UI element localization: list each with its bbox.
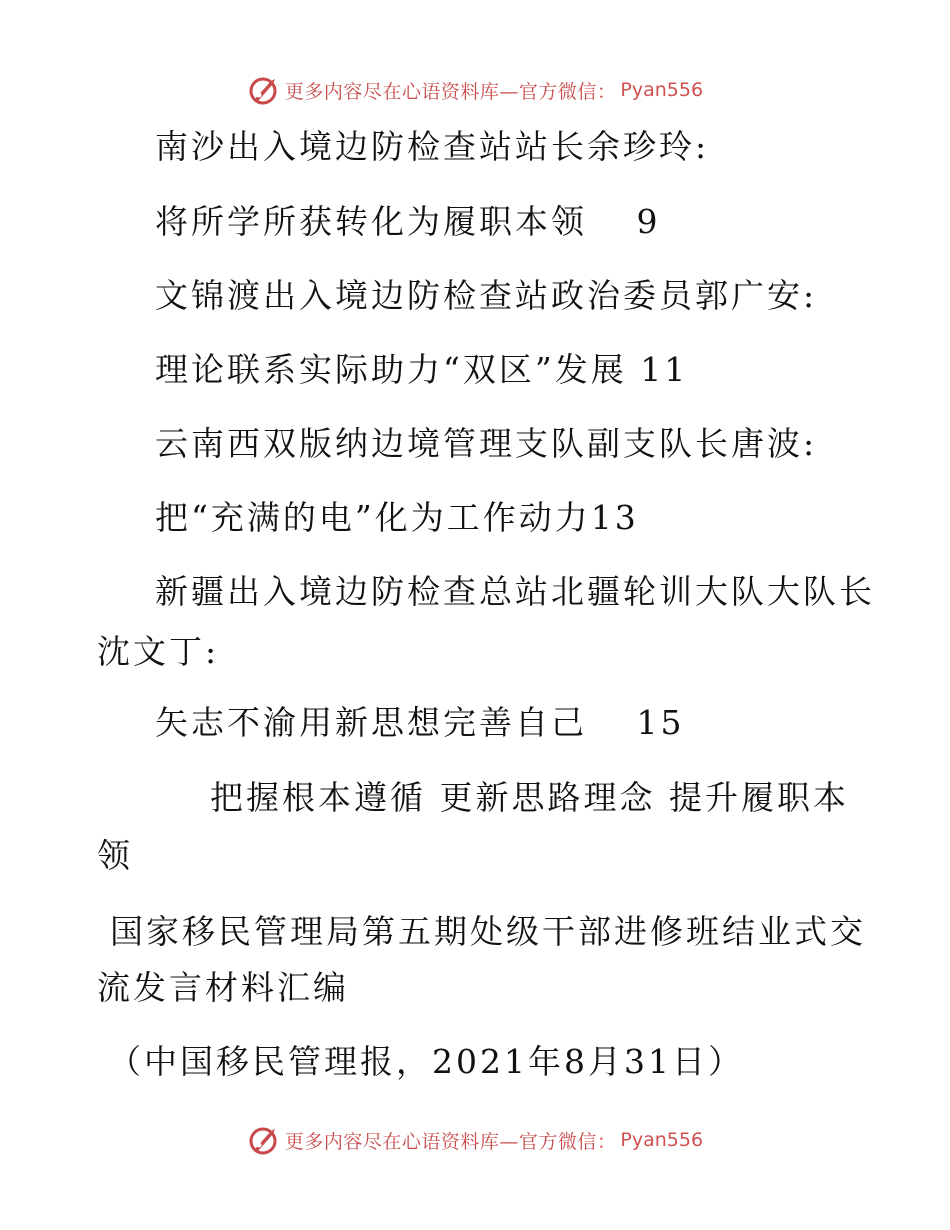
entry-author-line: 云南西双版纳边境管理支队副支队长唐波: <box>155 424 818 463</box>
header-watermark <box>0 70 950 110</box>
entry-title-line: 把“充满的电”化为工作动力13 <box>155 498 639 537</box>
watermark-account: Pyan556 <box>620 1129 704 1151</box>
quill-pen-logo-icon <box>247 1123 281 1157</box>
source-citation-line: （中国移民管理报，2021年8月31日） <box>108 1042 744 1081</box>
entry-title-line: 矢志不渝用新思想完善自己 15 <box>155 703 685 742</box>
entry-author-line-continued: 沈文丁: <box>97 632 220 671</box>
section-heading-line-continued: 领 <box>97 836 133 875</box>
footer-watermark <box>0 1120 950 1160</box>
entry-title-line: 将所学所获转化为履职本领 9 <box>155 202 661 241</box>
quill-pen-logo-icon <box>247 73 281 107</box>
compilation-title-line-continued: 流发言材料汇编 <box>97 968 349 1007</box>
entry-author-line: 文锦渡出入境边防检查站政治委员郭广安: <box>155 276 818 315</box>
entry-author-line: 新疆出入境边防检查总站北疆轮训大队大队长 <box>155 572 875 611</box>
entry-author-line: 南沙出入境边防检查站站长余珍玲: <box>155 127 710 166</box>
compilation-title-line: 国家移民管理局第五期处级干部进修班结业式交 <box>110 912 866 951</box>
watermark-account: Pyan556 <box>620 79 704 101</box>
section-heading-line: 把握根本遵循 更新思路理念 提升履职本 <box>210 778 849 817</box>
watermark-text: 更多内容尽在心语资料库—官方微信： <box>284 80 617 103</box>
entry-title-line: 理论联系实际助力“双区”发展 11 <box>155 350 689 389</box>
watermark-text: 更多内容尽在心语资料库—官方微信： <box>284 1130 617 1153</box>
